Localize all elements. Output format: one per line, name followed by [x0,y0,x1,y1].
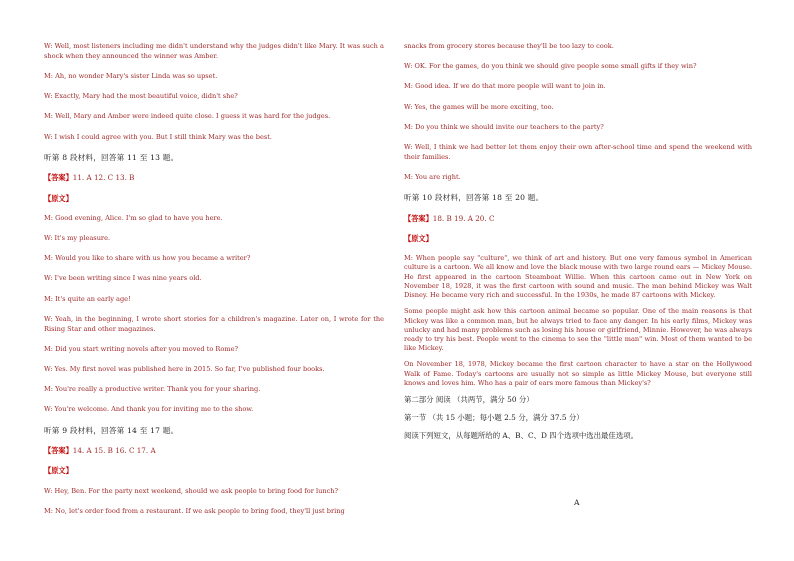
answer-line [44,446,384,456]
dialogue-line: W: Well, most listeners including me didn't understand why the judges didn't like Mary. It was such a shock when they announced the winner was Amber. [44,42,384,60]
dialogue-line: W: Well, I think we had better let them enjoy their own after-school time and spend the weekend with their families. [404,142,752,161]
dialogue-line: snacks from grocery stores because they'll be too lazy to cook. [404,42,614,50]
dialogue-line: M: Would you like to share with us how you became a writer? [44,254,251,263]
dialogue-line: M: You're really a productive writer. Thank you for your sharing. [44,385,261,394]
transcript-label [44,466,384,476]
question-heading: 听第 9 段材料，回答第 14 至 17 题。 [44,425,179,435]
section-heading: 第二部分 阅读 （共两节，满分 50 分） [404,394,534,404]
dialogue-line: M: Well, Mary and Amber were indeed quite close. I guess it was hard for the judges. [44,112,331,121]
dialogue-line: M: It's quite an early age! [44,294,131,303]
answer-label: 【答案】 [44,173,73,183]
answer-line [404,214,752,224]
answer-text: 18. B 19. A 20. C [432,213,495,223]
dialogue-line: M: You are right. [404,172,461,181]
transcript-label [44,194,384,204]
dialogue-line: M: Did you start writing novels after you moved to Rome? [44,344,239,353]
transcript-label [404,234,752,244]
dialogue-line: W: I've been writing since I was nine years old. [44,274,202,283]
answer-text: 11. A 12. C 13. B [72,173,135,183]
dialogue-line: M: No, let's order food from a restaurant. If we ask people to bring food, they'll just bring [44,506,345,515]
dialogue-line: W: Exactly, Mary had the most beautiful voice, didn't she? [44,92,238,101]
transcript-label-text: 【原文】 [44,466,73,476]
dialogue-line: M: Good idea. If we do that more people will want to join in. [404,82,606,91]
answer-text: 14. A 15. B 16. C 17. A [72,445,156,455]
section-heading: 第一节 （共 15 小题；每小题 2.5 分，满分 37.5 分） [404,412,584,422]
section-heading: 阅读下列短文，从每题所给的 A、B、C、D 四个选项中选出最佳选项。 [404,430,638,440]
dialogue-line: W: Yeah, in the beginning, I wrote short stories for a children's magazine. Later on, I wrote for the Rising Star and other magazines. [44,314,384,333]
dialogue-line: W: It's my pleasure. [44,234,111,243]
question-heading: 听第 8 段材料，回答第 11 至 13 题。 [44,152,179,162]
transcript-label-text: 【原文】 [404,233,433,243]
dialogue-line: W: You're welcome. And thank you for inviting me to the show. [44,405,254,414]
right-column [404,42,752,449]
transcript-paragraph: Some people might ask how this cartoon animal became so popular. One of the main reasons is that Mickey was like a common man, but he always tried to face any danger. In his early films, Mickey was unlucky and had many problems such as losing his house or girlfriend, Minnie. However, he was always ready to try his best. People went to the cinema to see the "little man" win. Most of them wanted to be like Mickey. [404,307,752,353]
dialogue-line: W: Yes, the games will be more exciting, too. [404,102,554,111]
answer-label: 【答案】 [404,213,433,223]
question-heading: 听第 10 段材料，回答第 18 至 20 题。 [404,193,544,203]
answer-label: 【答案】 [44,445,73,455]
dialogue-line: M: Good evening, Alice. I'm so glad to have you here. [44,213,223,222]
left-column [44,42,384,527]
dialogue-line: W: I wish I could agree with you. But I still think Mary was the best. [44,132,273,141]
transcript-label-text: 【原文】 [44,193,73,203]
dialogue-line: W: Hey, Ben. For the party next weekend, should we ask people to bring food for lunch? [44,486,339,495]
dialogue-line: M: Do you think we should invite our teachers to the party? [404,122,604,131]
passage-letter: A [574,498,580,507]
transcript-paragraph: M: When people say "culture", we think of art and history. But one very famous symbol in American culture is a cartoon. We all know and love the black mouse with two large round ears — Mickey Mouse. He first appeared in the cartoon Steamboat Willie. When this cartoon came out in New York on November 18, 1928, it was the first cartoon with sound and music. The man behind Mickey was Walt Disney. He became very rich and successful. In the 1930s, he made 87 cartoons with Mickey. [404,254,752,300]
dialogue-line: M: Ah, no wonder Mary's sister Linda was so upset. [44,71,218,80]
dialogue-line: W: OK. For the games, do you think we should give people some small gifts if they win? [404,62,697,71]
dialogue-line: W: Yes. My first novel was published here in 2015. So far, I've published four books. [44,365,325,374]
transcript-paragraph: On November 18, 1978, Mickey became the first cartoon character to have a star on the Hollywood Walk of Fame. Today's cartoons are usually not so simple as little Mickey Mouse, but everyone still knows and loves him. Who has a pair of ears more famous than Mickey's? [404,360,752,387]
answer-line [44,173,384,183]
